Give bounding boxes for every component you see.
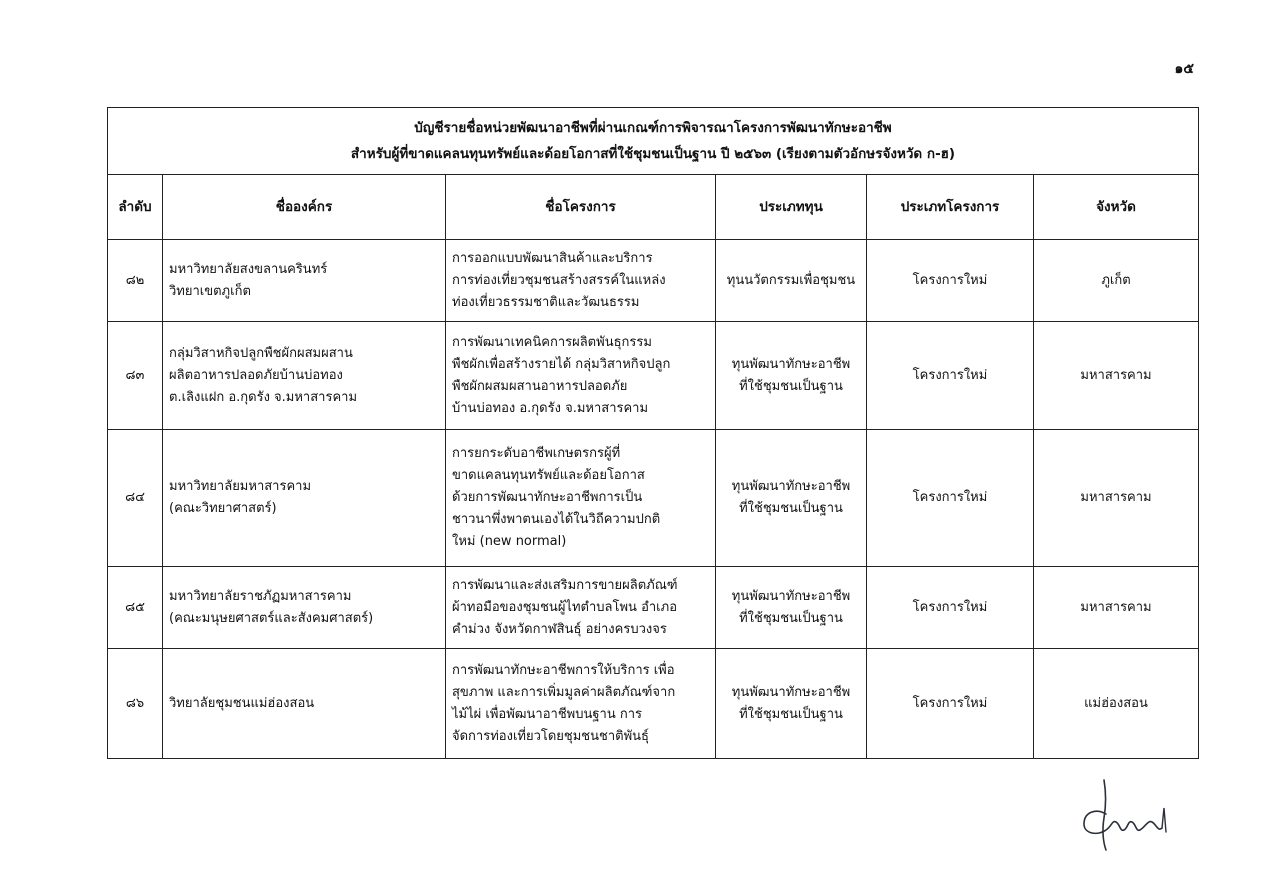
signature-mark	[1076, 772, 1176, 852]
col-header-project: ชื่อโครงการ	[446, 175, 716, 240]
cell-type	[867, 567, 1034, 649]
cell-project-line: คำม่วง จังหวัดกาฬสินธุ์ อย่างครบวงจร	[452, 621, 667, 637]
cell-type-line: โครงการใหม่	[912, 599, 988, 615]
cell-project-line: ชาวนาพึ่งพาตนเองได้ในวิถีความปกติ	[452, 512, 661, 527]
col-header-no: ลำดับ	[108, 175, 163, 240]
cell-project-line: ขาดแคลนทุนทรัพย์และด้อยโอกาส	[452, 468, 645, 483]
project-table	[107, 107, 1199, 759]
column-header-row	[108, 175, 1199, 240]
table-row	[108, 322, 1199, 430]
cell-org-line: มหาวิทยาลัยราชภัฏมหาสารคาม	[169, 588, 352, 604]
cell-org-line: ต.เลิงแฝก อ.กุดรัง จ.มหาสารคาม	[169, 389, 358, 405]
col-header-org: ชื่อองค์กร	[163, 175, 446, 240]
cell-org-line: วิทยาเขตภูเก็ต	[169, 283, 251, 299]
cell-org-line: มหาวิทยาลัยมหาสารคาม	[169, 479, 312, 494]
cell-project-line: การยกระดับอาชีพเกษตรกรผู้ที่	[452, 446, 621, 461]
cell-org-line: ผลิตอาหารปลอดภัยบ้านบ่อทอง	[169, 367, 343, 383]
cell-type	[867, 322, 1034, 430]
cell-fund-line: ทุนพัฒนาทักษะอาชีพ	[731, 479, 851, 494]
cell-type-line: โครงการใหม่	[912, 695, 988, 711]
cell-org	[163, 430, 446, 567]
cell-org-line: (คณะวิทยาศาสตร์)	[169, 501, 277, 516]
cell-no	[108, 567, 163, 649]
table-body	[108, 240, 1199, 759]
cell-no-line: ๘๔	[125, 490, 145, 505]
cell-org	[163, 240, 446, 322]
cell-project	[446, 649, 716, 759]
cell-fund-line: ทุนพัฒนาทักษะอาชีพ	[731, 684, 851, 700]
cell-project-line: บ้านบ่อทอง อ.กุดรัง จ.มหาสารคาม	[452, 400, 649, 416]
title-line-1: บัญชีรายชื่อหน่วยพัฒนาอาชีพที่ผ่านเกณฑ์การพิจารณาโครงการพัฒนาทักษะอาชีพ	[414, 120, 892, 136]
cell-no-line: ๘๖	[125, 695, 145, 711]
cell-org-line: วิทยาลัยชุมชนแม่ฮ่องสอน	[169, 695, 315, 711]
table-row	[108, 430, 1199, 567]
cell-project-line: พืชผักผสมผสานอาหารปลอดภัย	[452, 378, 628, 394]
cell-province	[1034, 649, 1199, 759]
cell-fund-line: ทุนนวัตกรรมเพื่อชุมชน	[726, 272, 856, 288]
cell-no	[108, 649, 163, 759]
cell-org	[163, 567, 446, 649]
cell-type	[867, 240, 1034, 322]
cell-project-line: สุขภาพ และการเพิ่มมูลค่าผลิตภัณฑ์จาก	[452, 684, 676, 700]
cell-fund	[716, 322, 867, 430]
cell-fund-line: ที่ใช้ชุมชนเป็นฐาน	[739, 706, 843, 722]
cell-fund	[716, 240, 867, 322]
cell-province	[1034, 322, 1199, 430]
cell-org-line: มหาวิทยาลัยสงขลานครินทร์	[169, 261, 328, 277]
cell-type	[867, 430, 1034, 567]
cell-province-line: มหาสารคาม	[1080, 599, 1152, 615]
cell-no-line: ๘๓	[125, 367, 145, 383]
cell-province-line: มหาสารคาม	[1080, 490, 1152, 505]
table-title	[108, 108, 1199, 175]
cell-no-line: ๘๕	[125, 599, 145, 615]
cell-project-line: การพัฒนาทักษะอาชีพการให้บริการ เพื่อ	[452, 662, 675, 678]
cell-province-line: มหาสารคาม	[1080, 367, 1152, 383]
cell-province	[1034, 430, 1199, 567]
cell-no-line: ๘๒	[125, 272, 145, 288]
cell-org	[163, 322, 446, 430]
cell-org-line: (คณะมนุษยศาสตร์และสังคมศาสตร์)	[169, 610, 374, 626]
cell-fund	[716, 649, 867, 759]
cell-fund-line: ที่ใช้ชุมชนเป็นฐาน	[739, 378, 843, 394]
cell-type-line: โครงการใหม่	[912, 367, 988, 383]
cell-project	[446, 240, 716, 322]
cell-project-line: ด้วยการพัฒนาทักษะอาชีพการเป็น	[452, 490, 643, 505]
cell-project-line: การออกแบบพัฒนาสินค้าและบริการ	[452, 250, 653, 266]
cell-project	[446, 430, 716, 567]
cell-fund	[716, 567, 867, 649]
cell-fund-line: ที่ใช้ชุมชนเป็นฐาน	[739, 501, 843, 516]
cell-org	[163, 649, 446, 759]
cell-project-line: ใหม่ (new normal)	[452, 534, 567, 549]
title-line-2: สำหรับผู้ที่ขาดแคลนทุนทรัพย์และด้อยโอกาสที่ใช้ชุมชนเป็นฐาน ปี ๒๕๖๓ (เรียงตามตัวอักษรจังหวัด ก-ฮ)	[350, 146, 956, 162]
cell-project-line: จัดการท่องเที่ยวโดยชุมชนชาติพันธุ์	[452, 728, 649, 744]
cell-project-line: ไม้ไผ่ เพื่อพัฒนาอาชีพบนฐาน การ	[452, 706, 642, 722]
page-number: ๑๕	[1174, 61, 1194, 77]
cell-project-line: ท่องเที่ยวธรรมชาติและวัฒนธรรม	[452, 294, 640, 310]
cell-type-line: โครงการใหม่	[912, 272, 988, 288]
cell-org-line: กลุ่มวิสาหกิจปลูกพืชผักผสมผสาน	[169, 345, 353, 361]
cell-fund-line: ทุนพัฒนาทักษะอาชีพ	[731, 356, 851, 372]
cell-project-line: พืชผักเพื่อสร้างรายได้ กลุ่มวิสาหกิจปลูก	[452, 356, 671, 372]
cell-project	[446, 567, 716, 649]
cell-project-line: การพัฒนาและส่งเสริมการขายผลิตภัณฑ์	[452, 577, 678, 593]
cell-fund-line: ที่ใช้ชุมชนเป็นฐาน	[739, 610, 843, 626]
cell-no	[108, 430, 163, 567]
cell-project	[446, 322, 716, 430]
cell-type	[867, 649, 1034, 759]
table-row	[108, 567, 1199, 649]
cell-no	[108, 322, 163, 430]
col-header-province: จังหวัด	[1034, 175, 1199, 240]
table-row	[108, 240, 1199, 322]
cell-project-line: การพัฒนาเทคนิคการผลิตพันธุกรรม	[452, 334, 652, 350]
col-header-fund: ประเภททุน	[716, 175, 867, 240]
cell-province	[1034, 240, 1199, 322]
cell-province	[1034, 567, 1199, 649]
cell-project-line: การท่องเที่ยวชุมชนสร้างสรรค์ในแหล่ง	[452, 272, 666, 288]
cell-type-line: โครงการใหม่	[912, 490, 988, 505]
cell-province-line: ภูเก็ต	[1101, 272, 1131, 288]
cell-fund-line: ทุนพัฒนาทักษะอาชีพ	[731, 588, 851, 604]
cell-province-line: แม่ฮ่องสอน	[1084, 695, 1148, 711]
cell-fund	[716, 430, 867, 567]
cell-no	[108, 240, 163, 322]
cell-project-line: ผ้าทอมือของชุมชนผู้ไทตำบลโพน อำเภอ	[452, 599, 677, 615]
table-row	[108, 649, 1199, 759]
col-header-type: ประเภทโครงการ	[867, 175, 1034, 240]
